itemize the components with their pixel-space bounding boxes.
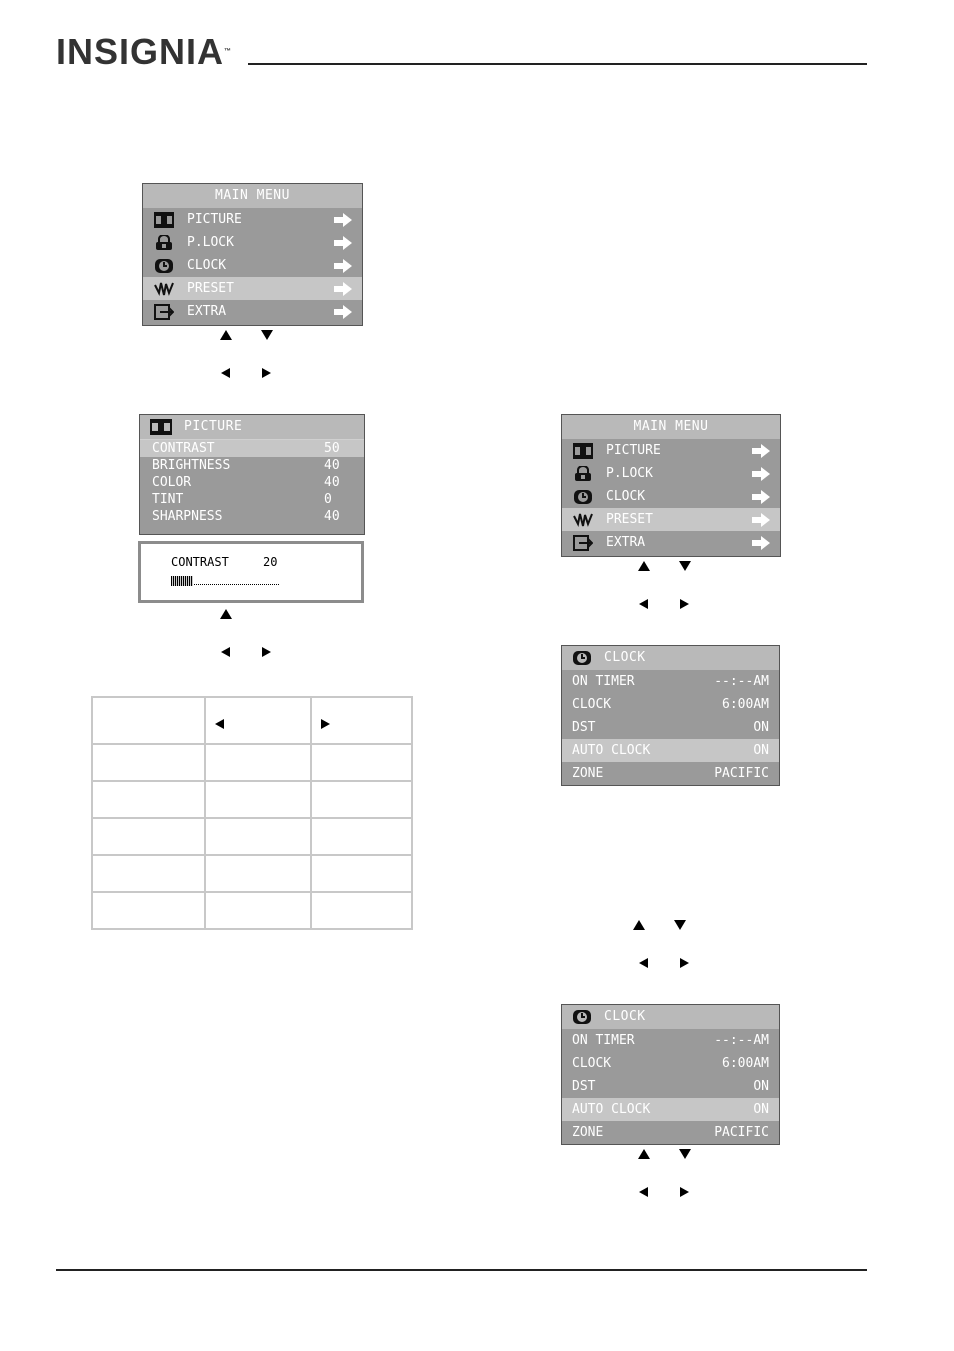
adjustment-table <box>91 696 413 930</box>
contrast-bar-dot <box>238 584 239 585</box>
clock-row-dst[interactable]: DST ON <box>572 720 769 735</box>
down-arrow-icon <box>261 330 273 340</box>
down-arrow-icon <box>679 1149 691 1159</box>
exit-icon <box>153 303 175 321</box>
left-arrow-icon <box>221 368 230 378</box>
contrast-bar-tick <box>185 576 186 586</box>
contrast-bar-dot <box>264 584 265 585</box>
contrast-bar-dot <box>200 584 201 585</box>
contrast-bar-dot <box>234 584 235 585</box>
lock-icon <box>153 234 175 252</box>
menu-item-preset[interactable]: PRESET <box>143 277 362 300</box>
menu-item-extra[interactable]: EXTRA <box>143 300 362 323</box>
table-row <box>92 855 412 892</box>
contrast-bar-tick <box>171 576 172 586</box>
contrast-bar-dot <box>194 584 195 585</box>
table-row <box>92 818 412 855</box>
contrast-bar-tick <box>175 576 176 586</box>
left-arrow-icon <box>221 647 230 657</box>
clock-row-clock[interactable]: CLOCK 6:00AM <box>572 697 769 712</box>
clock-icon <box>572 1009 592 1025</box>
left-arrow-icon <box>639 958 648 968</box>
contrast-bar-dot <box>242 584 243 585</box>
contrast-adjust-value: 20 <box>263 555 278 569</box>
contrast-bar-dot <box>254 584 255 585</box>
clock-row-zone[interactable]: ZONE PACIFIC <box>572 766 769 781</box>
contrast-bar-dot <box>246 584 247 585</box>
clock-icon <box>572 488 594 506</box>
lock-icon <box>572 465 594 483</box>
picture-menu <box>139 414 365 535</box>
menu-item-plock[interactable]: P.LOCK <box>562 462 780 485</box>
footer-rule <box>56 1269 867 1271</box>
menu-item-picture[interactable]: PICTURE <box>562 439 780 462</box>
contrast-bar-dot <box>212 584 213 585</box>
menu-item-plock[interactable]: P.LOCK <box>143 231 362 254</box>
contrast-bar-dot <box>196 584 197 585</box>
arrow-right-icon <box>334 259 352 273</box>
contrast-bar-dot <box>204 584 205 585</box>
brand-name: INSIGNIA <box>56 31 225 72</box>
arrow-right-icon <box>334 236 352 250</box>
contrast-bar-dot <box>266 584 267 585</box>
contrast-bar-dot <box>216 584 217 585</box>
arrow-right-icon <box>752 513 770 527</box>
contrast-bar-dot <box>270 584 271 585</box>
clock-row-dst[interactable]: DST ON <box>572 1079 769 1094</box>
left-arrow-icon <box>639 599 648 609</box>
contrast-bar-dot <box>232 584 233 585</box>
main-menu-left <box>142 183 363 326</box>
contrast-bar-dot <box>226 584 227 585</box>
right-arrow-icon <box>680 958 689 968</box>
contrast-bar-dot <box>258 584 259 585</box>
contrast-level-bar[interactable] <box>171 576 279 586</box>
down-arrow-icon <box>679 561 691 571</box>
contrast-bar-dot <box>228 584 229 585</box>
contrast-bar-tick <box>177 576 178 586</box>
up-arrow-icon <box>633 920 645 930</box>
trademark: ™ <box>224 48 233 55</box>
contrast-bar-dot <box>206 584 207 585</box>
contrast-bar-dot <box>218 584 219 585</box>
table-header-cell <box>92 697 205 744</box>
picture-row-color[interactable]: COLOR 40 <box>152 475 340 490</box>
contrast-bar-dot <box>220 584 221 585</box>
contrast-bar-dot <box>208 584 209 585</box>
main-menu-title: MAIN MENU <box>562 415 780 439</box>
left-arrow-icon <box>639 1187 648 1197</box>
picture-row-sharpness[interactable]: SHARPNESS 40 <box>152 509 340 524</box>
contrast-adjust-box <box>138 541 364 603</box>
contrast-bar-tick <box>179 576 180 586</box>
contrast-bar-dot <box>230 584 231 585</box>
picture-menu-title: PICTURE <box>140 415 364 439</box>
clock-menu-title: CLOCK <box>562 1005 779 1029</box>
contrast-bar-tick <box>183 576 184 586</box>
contrast-bar-dot <box>274 584 275 585</box>
contrast-bar-dot <box>210 584 211 585</box>
contrast-bar-dot <box>244 584 245 585</box>
table-row <box>92 744 412 781</box>
down-arrow-icon <box>674 920 686 930</box>
contrast-bar-tick <box>189 576 190 586</box>
table-header-right <box>311 697 412 744</box>
right-arrow-icon <box>321 719 330 729</box>
table-row <box>92 781 412 818</box>
contrast-bar-dot <box>250 584 251 585</box>
clock-icon <box>572 650 592 666</box>
clock-menu-1 <box>561 645 780 786</box>
film-icon <box>572 442 594 460</box>
contrast-bar-dot <box>252 584 253 585</box>
right-arrow-icon <box>262 368 271 378</box>
brand-logo <box>56 32 232 72</box>
contrast-bar-tick <box>187 576 188 586</box>
up-arrow-icon <box>638 1149 650 1159</box>
menu-item-extra[interactable]: EXTRA <box>562 531 780 554</box>
right-arrow-icon <box>262 647 271 657</box>
picture-row-tint[interactable]: TINT 0 <box>152 492 332 507</box>
contrast-bar-dot <box>276 584 277 585</box>
arrow-right-icon <box>334 305 352 319</box>
main-menu-right <box>561 414 781 557</box>
antenna-icon <box>572 511 594 529</box>
contrast-bar-dot <box>224 584 225 585</box>
main-menu-title: MAIN MENU <box>143 184 362 208</box>
clock-row-on-timer[interactable]: ON TIMER --:--AM <box>572 1033 769 1048</box>
contrast-bar-dot <box>260 584 261 585</box>
arrow-right-icon <box>334 282 352 296</box>
menu-item-clock[interactable]: CLOCK <box>562 485 780 508</box>
clock-row-clock[interactable]: CLOCK 6:00AM <box>572 1056 769 1071</box>
contrast-bar-dot <box>198 584 199 585</box>
contrast-bar-dot <box>256 584 257 585</box>
contrast-bar-dot <box>202 584 203 585</box>
exit-icon <box>572 534 594 552</box>
contrast-bar-dot <box>262 584 263 585</box>
antenna-icon <box>153 280 175 298</box>
menu-item-clock[interactable]: CLOCK <box>143 254 362 277</box>
arrow-right-icon <box>752 536 770 550</box>
contrast-bar-dot <box>214 584 215 585</box>
contrast-bar-tick <box>181 576 182 586</box>
contrast-bar-dot <box>222 584 223 585</box>
film-icon <box>153 211 175 229</box>
contrast-bar-dot <box>248 584 249 585</box>
up-arrow-icon <box>638 561 650 571</box>
header-rule <box>248 63 867 65</box>
up-arrow-icon <box>220 330 232 340</box>
contrast-bar-dot <box>240 584 241 585</box>
right-arrow-icon <box>680 599 689 609</box>
contrast-bar-tick <box>191 576 192 586</box>
contrast-bar-dot <box>236 584 237 585</box>
clock-icon <box>153 257 175 275</box>
contrast-adjust-label: CONTRAST <box>171 555 229 569</box>
clock-row-auto-clock[interactable]: AUTO CLOCK ON <box>562 739 779 762</box>
up-arrow-icon <box>220 609 232 619</box>
picture-row-contrast[interactable]: CONTRAST 50 <box>140 440 364 457</box>
clock-row-auto-clock[interactable]: AUTO CLOCK ON <box>562 1098 779 1121</box>
contrast-bar-tick <box>173 576 174 586</box>
menu-item-picture[interactable]: PICTURE <box>143 208 362 231</box>
arrow-right-icon <box>334 213 352 227</box>
table-row <box>92 892 412 929</box>
film-icon <box>150 419 172 435</box>
arrow-right-icon <box>752 444 770 458</box>
arrow-right-icon <box>752 467 770 481</box>
clock-row-zone[interactable]: ZONE PACIFIC <box>572 1125 769 1140</box>
table-header-left <box>205 697 311 744</box>
contrast-bar-dot <box>268 584 269 585</box>
menu-item-preset[interactable]: PRESET <box>562 508 780 531</box>
contrast-bar-dot <box>278 584 279 585</box>
arrow-right-icon <box>752 490 770 504</box>
clock-menu-title: CLOCK <box>562 646 779 670</box>
contrast-bar-dot <box>272 584 273 585</box>
clock-row-on-timer[interactable]: ON TIMER --:--AM <box>572 674 769 689</box>
left-arrow-icon <box>215 719 224 729</box>
right-arrow-icon <box>680 1187 689 1197</box>
picture-row-brightness[interactable]: BRIGHTNESS 40 <box>152 458 340 473</box>
clock-menu-2 <box>561 1004 780 1145</box>
